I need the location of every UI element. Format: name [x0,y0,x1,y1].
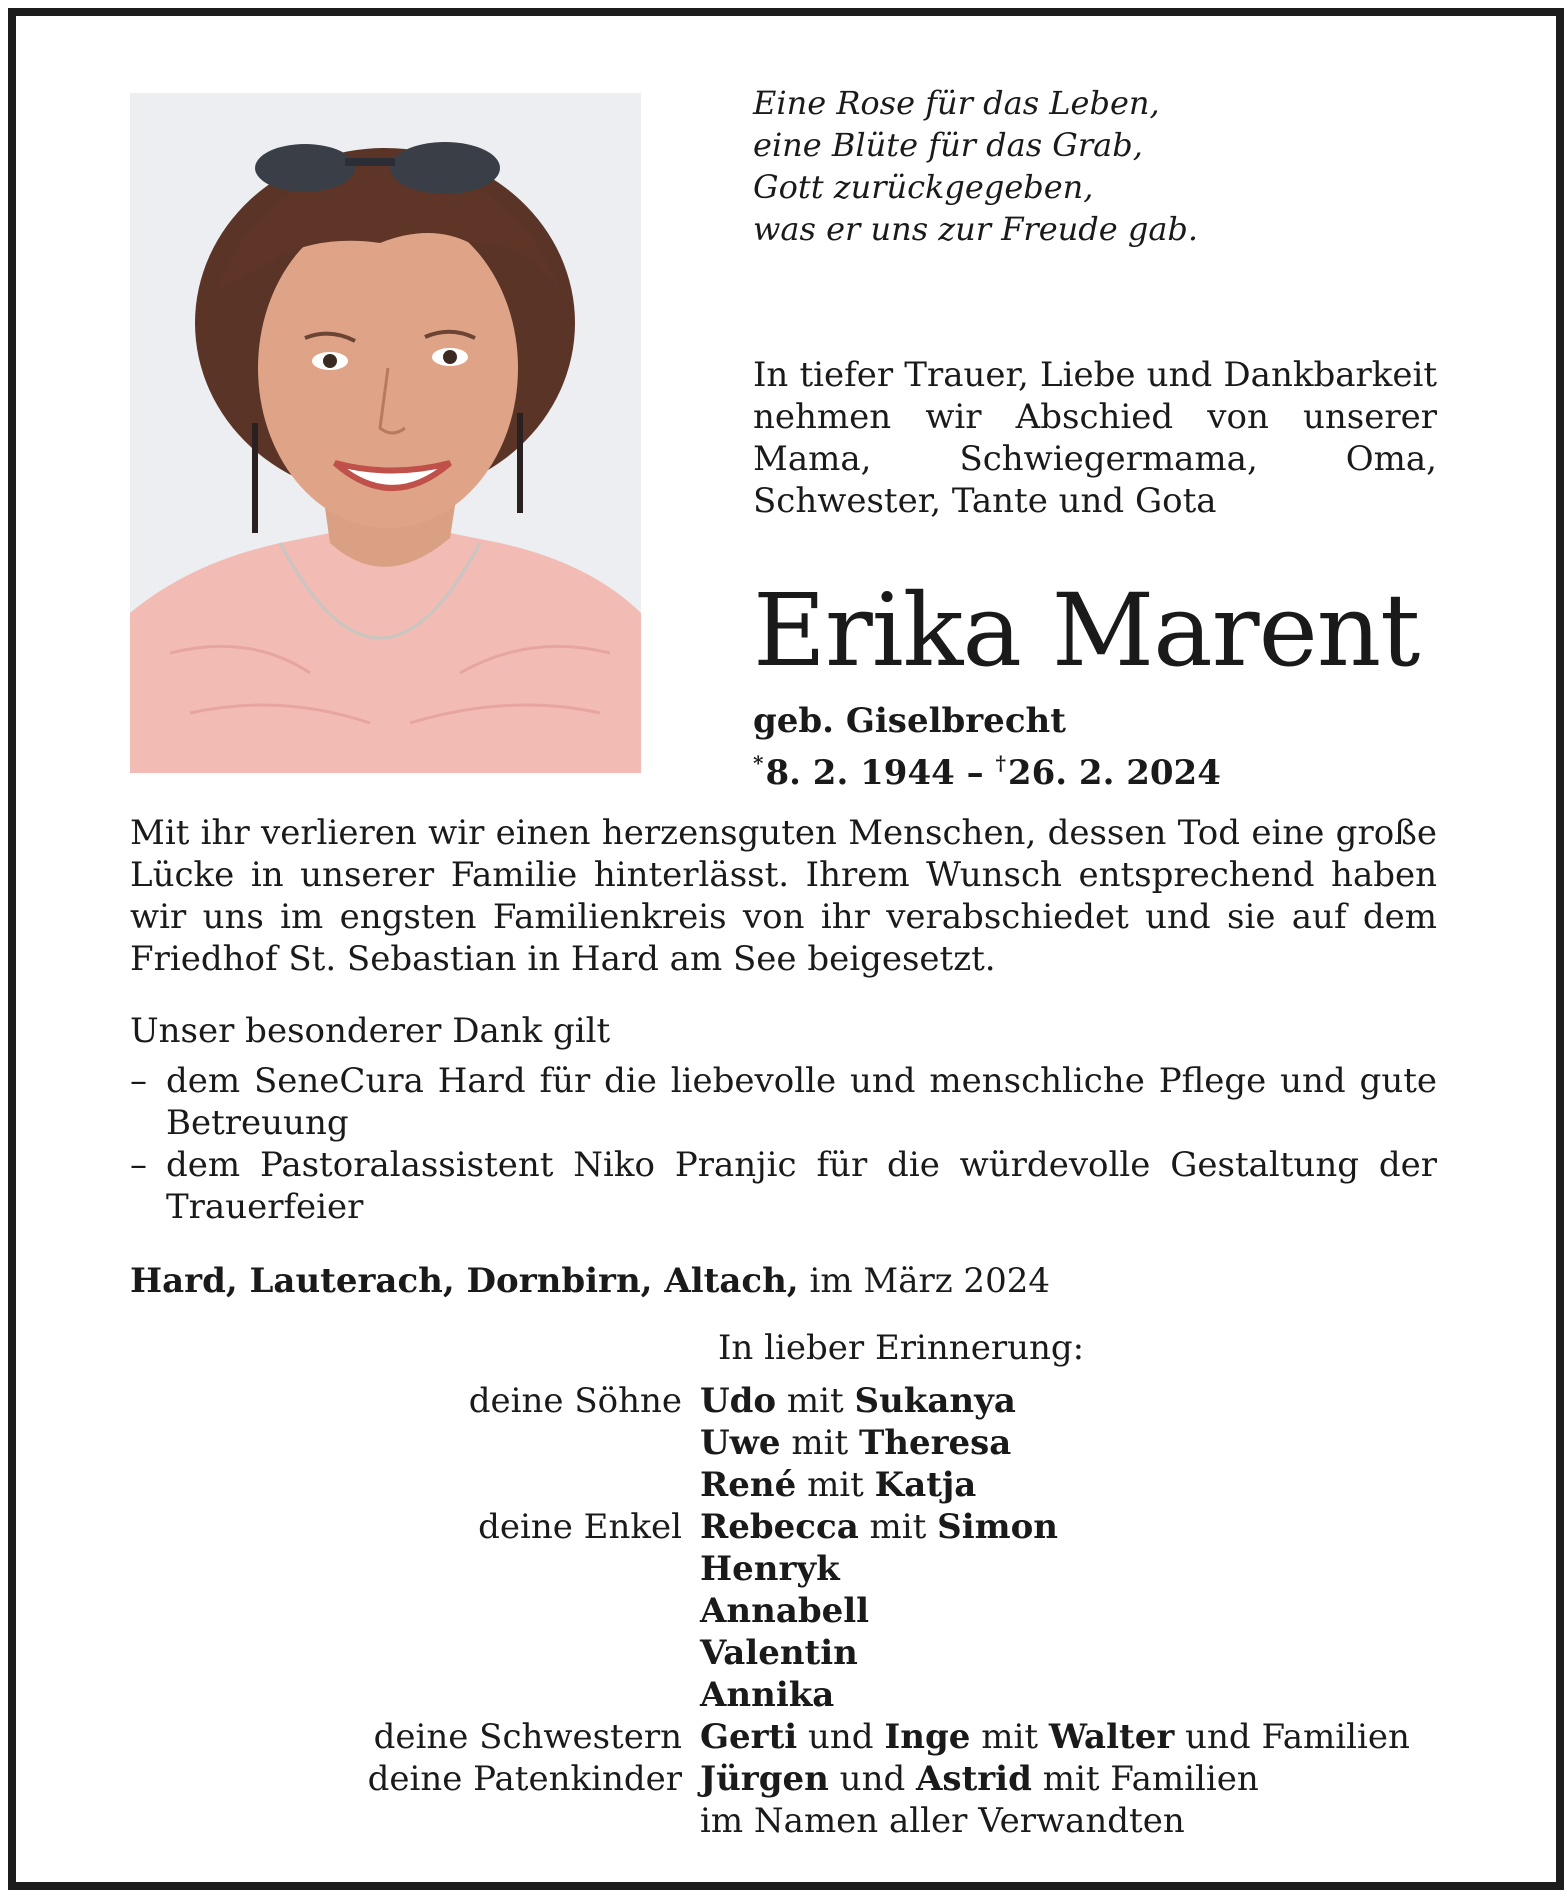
thanks-item: – dem Pastoralassistent Niko Pranjic für die würdevolle Gestaltung der Trauerfeier [130,1144,1437,1228]
mourner-names: Udo mit Sukanya [700,1381,1016,1421]
mourner-row [300,1548,1440,1590]
mourner-row [300,1758,1440,1800]
deceased-name: Erika Marent [753,572,1420,689]
mourner-names: Uwe mit Theresa [700,1423,1012,1463]
mourner-row [300,1590,1440,1632]
mourner-names: Jürgen und Astrid mit Familien [700,1759,1259,1799]
mourner-row [300,1464,1440,1506]
poem-line: eine Blüte für das Grab, [753,126,1143,164]
mourner-names: René mit Katja [700,1465,977,1505]
poem-line: Eine Rose für das Leben, [753,84,1160,122]
thanks-item: – dem SeneCura Hard für die liebevolle und menschliche Pflege und gute Betreuung [130,1060,1437,1144]
thanks-intro: Unser besonderer Dank gilt [130,1011,611,1051]
place-month: im März 2024 [809,1261,1050,1301]
mourner-row [300,1506,1440,1548]
birth-date: 8. 2. 1944 [765,753,955,793]
memory-heading: In lieber Erinnerung: [718,1328,1085,1368]
relation-label: deine Patenkinder [367,1759,682,1799]
poem-line: was er uns zur Freude gab. [753,210,1199,248]
birth-name: geb. Giselbrecht [753,701,1066,741]
mourner-row [300,1632,1440,1674]
mourner-names: Henryk [700,1549,840,1589]
mourner-row [300,1380,1440,1422]
life-dates [753,742,1221,794]
thanks-list [130,1060,1437,1228]
poem [753,82,1198,250]
closing-line: im Namen aller Verwandten [700,1801,1185,1841]
portrait-photo [130,93,641,773]
poem-line: Gott zurückgegeben, [753,168,1094,206]
mourner-row [300,1800,1440,1842]
mourner-names: Valentin [700,1633,858,1673]
mourner-row [300,1716,1440,1758]
birth-symbol: * [753,751,764,775]
mourner-names: Annabell [700,1591,870,1631]
mourners-list [300,1380,1440,1842]
mourner-names: Gerti und Inge mit Walter und Familien [700,1717,1410,1757]
relation-label: deine Söhne [468,1381,682,1421]
mourner-names: Rebecca mit Simon [700,1507,1058,1547]
mourner-row [300,1674,1440,1716]
place-towns: Hard, Lauterach, Dornbirn, Altach, [130,1261,799,1301]
place-date [130,1260,1050,1302]
obituary-text: Mit ihr verlieren wir einen herzensguten Menschen, dessen Tod eine große Lücke in unserer Familie hinterlässt. Ihrem Wunsch entsprechend haben wir uns im engsten Familienkreis von ihr verabschiedet und sie auf dem Friedhof St. Sebastian in Hard am See beigesetzt. [130,813,1437,979]
relation-label: deine Schwestern [373,1717,682,1757]
date-separator: – [966,753,984,793]
mourner-names: Annika [700,1675,835,1715]
death-symbol: † [995,751,1006,775]
intro-text: In tiefer Trauer, Liebe und Dankbarkeit nehmen wir Abschied von unserer Mama, Schwiegermama, Oma, Schwester, Tante und Gota [753,355,1437,521]
mourner-row [300,1422,1440,1464]
death-date: 26. 2. 2024 [1007,753,1221,793]
relation-label: deine Enkel [478,1507,682,1547]
